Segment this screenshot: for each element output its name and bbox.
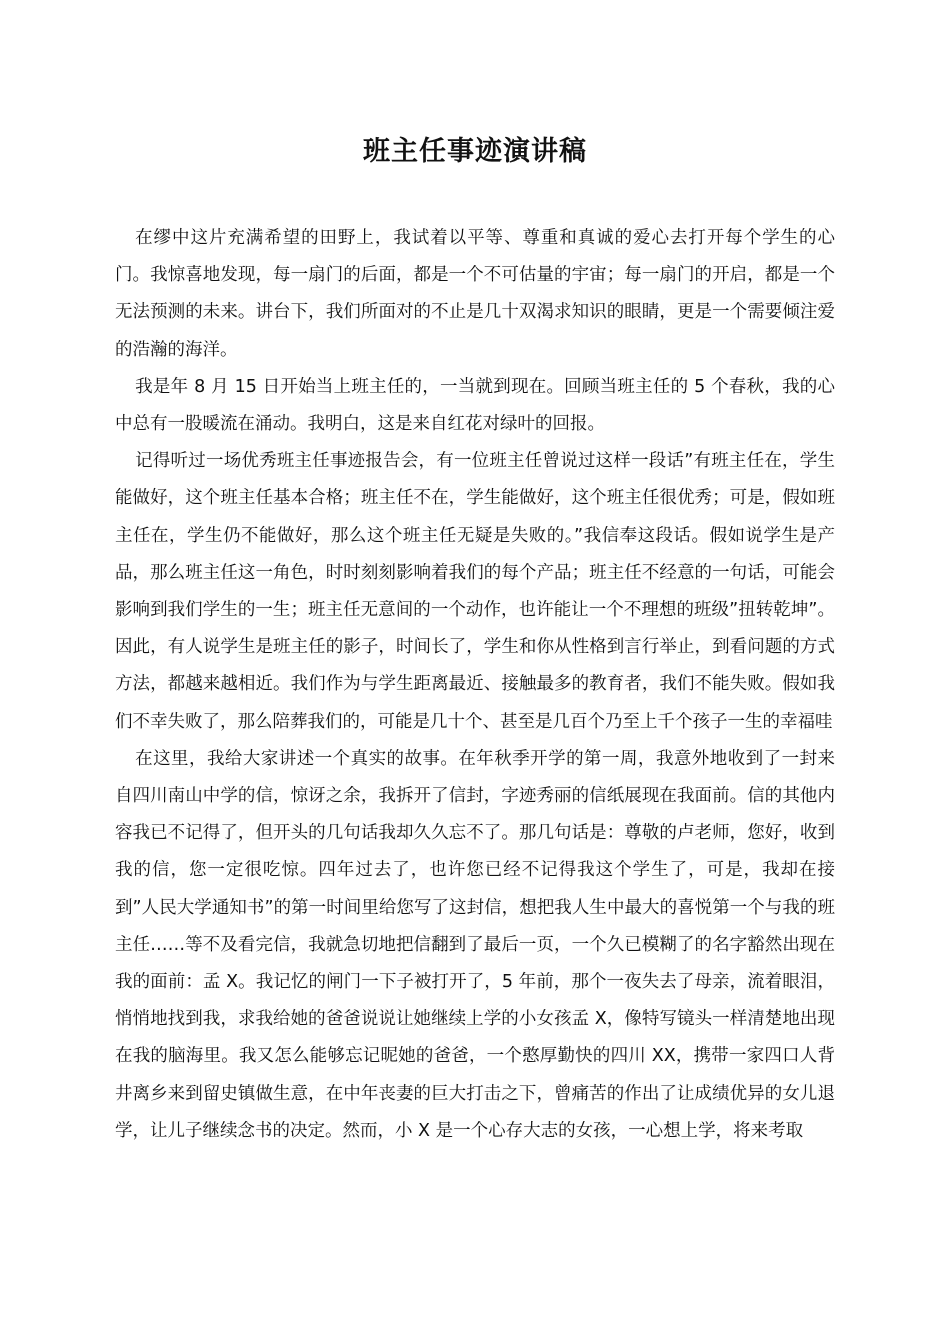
paragraph-2: 我是年 8 月 15 日开始当上班主任的，一当就到现在。回顾当班主任的 5 个春秋，我的心中总有一股暖流在涌动。我明白，这是来自红花对绿叶的回报。 (115, 376, 835, 435)
paragraph-1: 在缪中这片充满希望的田野上，我试着以平等、尊重和真诚的爱心去打开每个学生的心门。我惊喜地发现，每一扇门的后面，都是一个不可估量的宇宙；每一扇门的开启，都是一个无法预测的未来。讲台下，我们所面对的不止是几十双渴求知识的眼睛，更是一个需要倾注爱的浩瀚的海洋。 (115, 228, 835, 360)
document-title: 班主任事迹演讲稿 (363, 136, 587, 167)
paragraph-4: 在这里，我给大家讲述一个真实的故事。在年秋季开学的第一周，我意外地收到了一封来自四川南山中学的信，惊讶之余，我拆开了信封，字迹秀丽的信纸展现在我面前。信的其他内容我已不记得了，但开头的几句话我却久久忘不了。那几句话是：尊敬的卢老师，您好，收到我的信，您一定很吃惊。四年过去了，也许您已经不记得我这个学生了，可是，我却在接到”人民大学通知书”的第一时间里给您写了这封信，想把我人生中最大的喜悦第一个与我的班主任……等不及看完信，我就急切地把信翻到了最后一页，一个久已模糊了的名字豁然出现在我的面前：孟 X。我记忆的闸门一下子被打开了，5 年前，那个一夜失去了母亲，流着眼泪，悄悄地找到我，求我给她的爸爸说说让她继续上学的小女孩孟 X，像特写镜头一样清楚地出现在我的脑海里。我又怎么能够忘记昵她的爸爸，一个憨厚勤快的四川 XX，携带一家四口人背井离乡来到留史镇做生意，在中年丧妻的巨大打击之下，曾痛苦的作出了让成绩优异的女儿退学，让儿子继续念书的决定。然而，小 X 是一个心存大志的女孩，一心想上学，将来考取 (115, 748, 835, 1141)
document-body (115, 220, 835, 1150)
paragraph-3: 记得听过一场优秀班主任事迹报告会，有一位班主任曾说过这样一段话”有班主任在，学生能做好，这个班主任基本合格；班主任不在，学生能做好，这个班主任很优秀；可是，假如班主任在，学生仍不能做好，那么这个班主任无疑是失败的。”我信奉这段话。假如说学生是产品，那么班主任这一角色，时时刻刻影响着我们的每个产品；班主任不经意的一句话，可能会影响到我们学生的一生；班主任无意间的一个动作，也许能让一个不理想的班级”扭转乾坤”。因此，有人说学生是班主任的影子，时间长了，学生和你从性格到言行举止，到看问题的方式方法，都越来越相近。我们作为与学生距离最近、接触最多的教育者，我们不能失败。假如我们不幸失败了，那么陪葬我们的，可能是几十个、甚至是几百个乃至上千个孩子一生的幸福哇 (115, 451, 835, 732)
